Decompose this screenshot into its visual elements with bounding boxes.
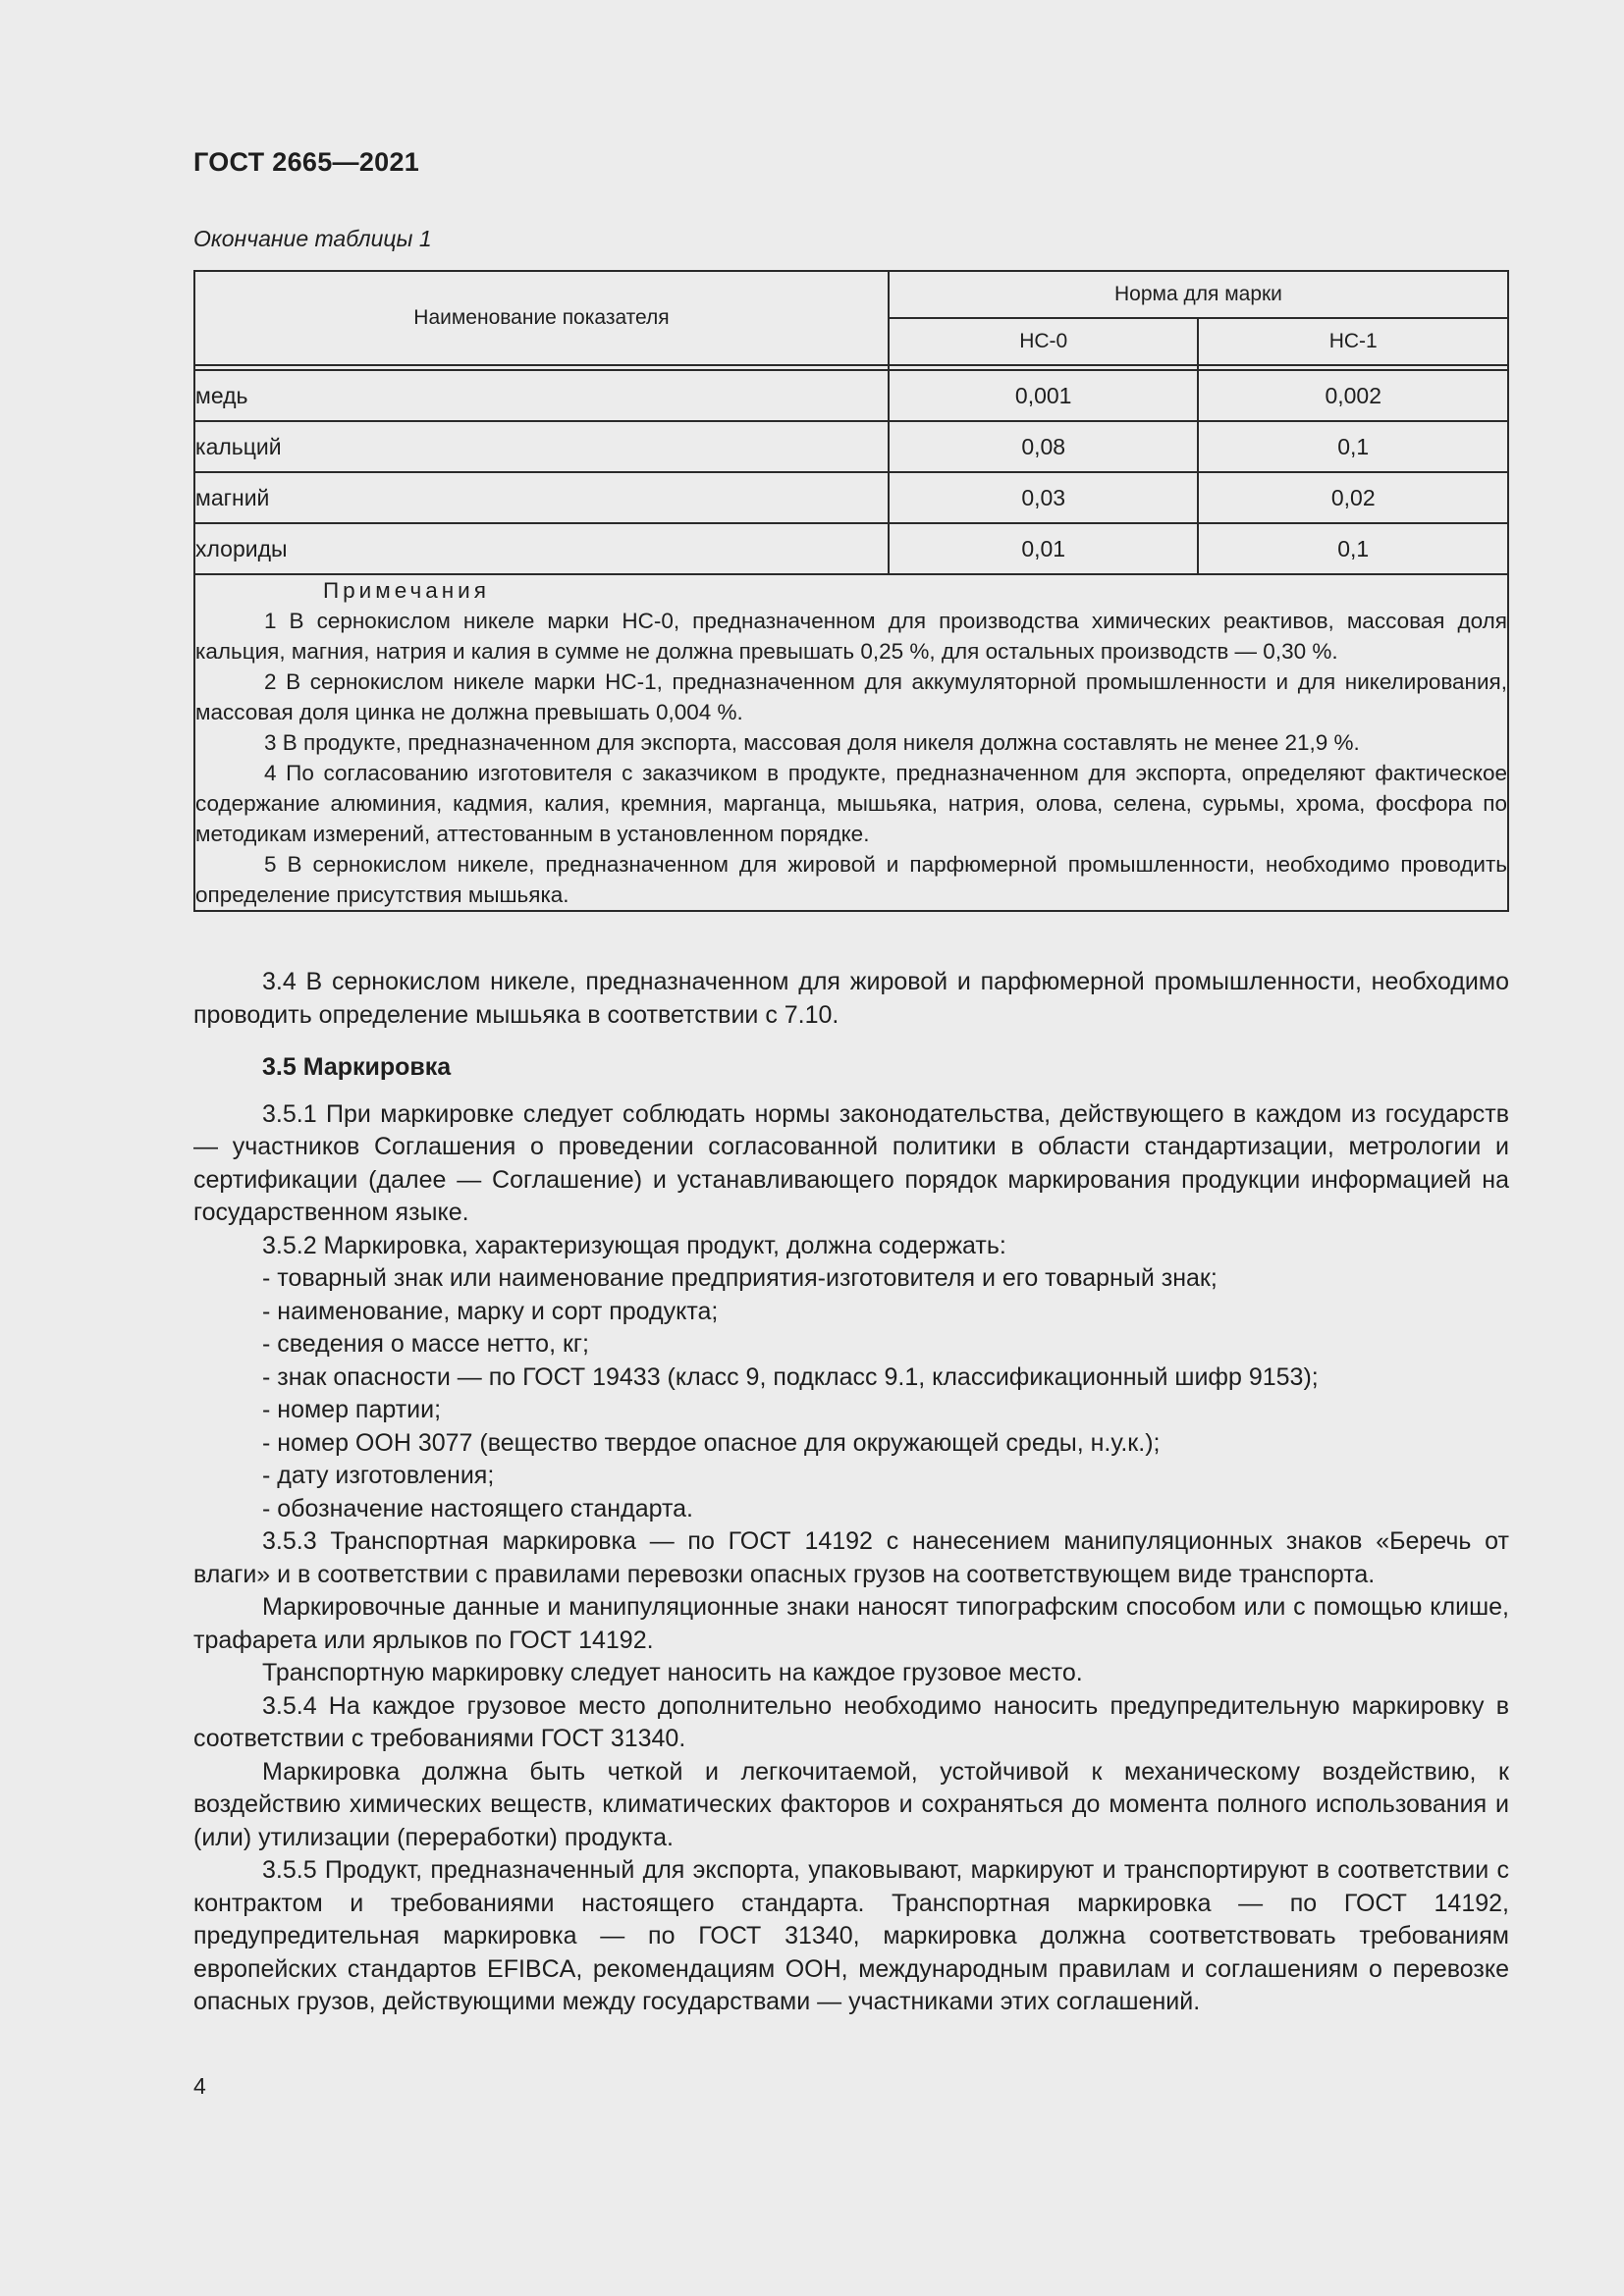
table-notes bbox=[194, 574, 1508, 911]
table-row bbox=[194, 523, 1508, 574]
value-nc1: 0,02 bbox=[1198, 472, 1508, 523]
list-item: - обозначение настоящего стандарта. bbox=[262, 1494, 693, 1522]
value-nc0: 0,01 bbox=[889, 523, 1199, 574]
page-number: 4 bbox=[193, 2073, 206, 2099]
body-text bbox=[193, 966, 1509, 2019]
column-header-nc1: НС-1 bbox=[1198, 318, 1508, 365]
column-header-nc0: НС-0 bbox=[889, 318, 1199, 365]
table-row bbox=[194, 421, 1508, 472]
paragraph-3-5-3-each-place: Транспортную маркировку следует наносить на каждое грузовое место. bbox=[262, 1659, 1083, 1686]
indicator-name: магний bbox=[194, 472, 889, 523]
paragraph-3-5-5: 3.5.5 Продукт, предназначенный для экспорта, упаковывают, маркируют и транспортируют в соответствии с контрактом и требованиями настоящего стандарта. Транспортная маркировка — по ГОСТ 14192, предупредительная маркировка — по ГОСТ 31340, маркировка должна соответствовать требованиям европейских стандартов EFIBCA, рекомендациям ООН, международным правилам и соглашениям о перевозке опасных грузов, действующими между государствами — участниками этих соглашений. bbox=[193, 1856, 1509, 2015]
section-heading-3-5: 3.5 Маркировка bbox=[262, 1053, 452, 1081]
notes-title: Примечания bbox=[323, 578, 490, 603]
value-nc0: 0,001 bbox=[889, 370, 1199, 421]
paragraph-3-5-4-requirements: Маркировка должна быть четкой и легкочитаемой, устойчивой к механическому воздействию, к воздействию химических веществ, климатических факторов и сохраняться до момента полного использования и (или) утилизации (переработки) продукта. bbox=[193, 1757, 1509, 1851]
paragraph-3-5-4: 3.5.4 На каждое грузовое место дополнительно необходимо наносить предупредительную маркировку в соответствии с требованиями ГОСТ 31340. bbox=[193, 1691, 1509, 1752]
value-nc1: 0,1 bbox=[1198, 523, 1508, 574]
table-row bbox=[194, 370, 1508, 421]
indicator-name: хлориды bbox=[194, 523, 889, 574]
value-nc1: 0,1 bbox=[1198, 421, 1508, 472]
note-item: 3 В продукте, предназначенном для экспорта, массовая доля никеля должна составлять не менее 21,9 %. bbox=[264, 730, 1360, 755]
indicator-name: медь bbox=[194, 370, 889, 421]
list-item: - знак опасности — по ГОСТ 19433 (класс 9, подкласс 9.1, классификационный шифр 9153); bbox=[262, 1362, 1319, 1391]
note-item: 5 В сернокислом никеле, предназначенном для жировой и парфюмерной промышленности, необходимо проводить определение присутствия мышьяка. bbox=[195, 852, 1507, 907]
note-item: 1 В сернокислом никеле марки НС-0, предназначенном для производства химических реактивов, массовая доля кальция, магния, натрия и калия в сумме не должна превышать 0,25 %, для остальных производств — 0,30 %. bbox=[195, 609, 1507, 664]
note-item: 4 По согласованию изготовителя с заказчиком в продукте, предназначенном для экспорта, определяют фактическое содержание алюминия, кадмия, калия, кремния, марганца, мышьяка, натрия, олова, селена, сурьмы, хрома, фосфора по методикам измерений, аттестованным в установленном порядке. bbox=[195, 761, 1507, 846]
value-nc1: 0,002 bbox=[1198, 370, 1508, 421]
list-item: - сведения о массе нетто, кг; bbox=[262, 1330, 589, 1358]
document-header: ГОСТ 2665—2021 bbox=[193, 147, 420, 177]
table-row bbox=[194, 472, 1508, 523]
list-item: - номер партии; bbox=[262, 1396, 442, 1423]
norms-table bbox=[193, 270, 1509, 912]
list-item: - дату изготовления; bbox=[262, 1462, 495, 1489]
list-item: - номер ООН 3077 (вещество твердое опасное для окружающей среды, н.у.к.); bbox=[262, 1428, 1161, 1457]
value-nc0: 0,03 bbox=[889, 472, 1199, 523]
note-item: 2 В сернокислом никеле марки НС-1, предназначенном для аккумуляторной промышленности и для никелирования, массовая доля цинка не должна превышать 0,004 %. bbox=[195, 669, 1507, 724]
paragraph-3-5-2: 3.5.2 Маркировка, характеризующая продукт, должна содержать: bbox=[262, 1231, 1006, 1259]
indicator-name: кальций bbox=[194, 421, 889, 472]
paragraph-3-5-3: 3.5.3 Транспортная маркировка — по ГОСТ 14192 с нанесением манипуляционных знаков «Беречь от влаги» и в соответствии с правилами перевозки опасных грузов на соответствующем виде транспорта. bbox=[193, 1527, 1509, 1588]
paragraph-3-4: 3.4 В сернокислом никеле, предназначенном для жировой и парфюмерной промышленности, необходимо проводить определение мышьяка в соответствии с 7.10. bbox=[193, 968, 1509, 1029]
paragraph-3-5-3-marking-data: Маркировочные данные и манипуляционные знаки наносят типографским способом или с помощью клише, трафарета или ярлыков по ГОСТ 14192. bbox=[193, 1593, 1509, 1654]
value-nc0: 0,08 bbox=[889, 421, 1199, 472]
table-caption: Окончание таблицы 1 bbox=[193, 226, 432, 251]
column-header-indicator: Наименование показателя bbox=[194, 271, 889, 365]
list-item: - товарный знак или наименование предприятия-изготовителя и его товарный знак; bbox=[262, 1264, 1218, 1292]
list-item: - наименование, марку и сорт продукта; bbox=[262, 1297, 719, 1325]
paragraph-3-5-1: 3.5.1 При маркировке следует соблюдать нормы законодательства, действующего в каждом из государств — участников Соглашения о проведении согласованной политики в области стандартизации, метрологии и сертификации (далее — Соглашение) и устанавливающего порядок маркирования продукции информацией на государственном языке. bbox=[193, 1099, 1509, 1226]
column-header-grade-norm: Норма для марки bbox=[889, 271, 1508, 318]
